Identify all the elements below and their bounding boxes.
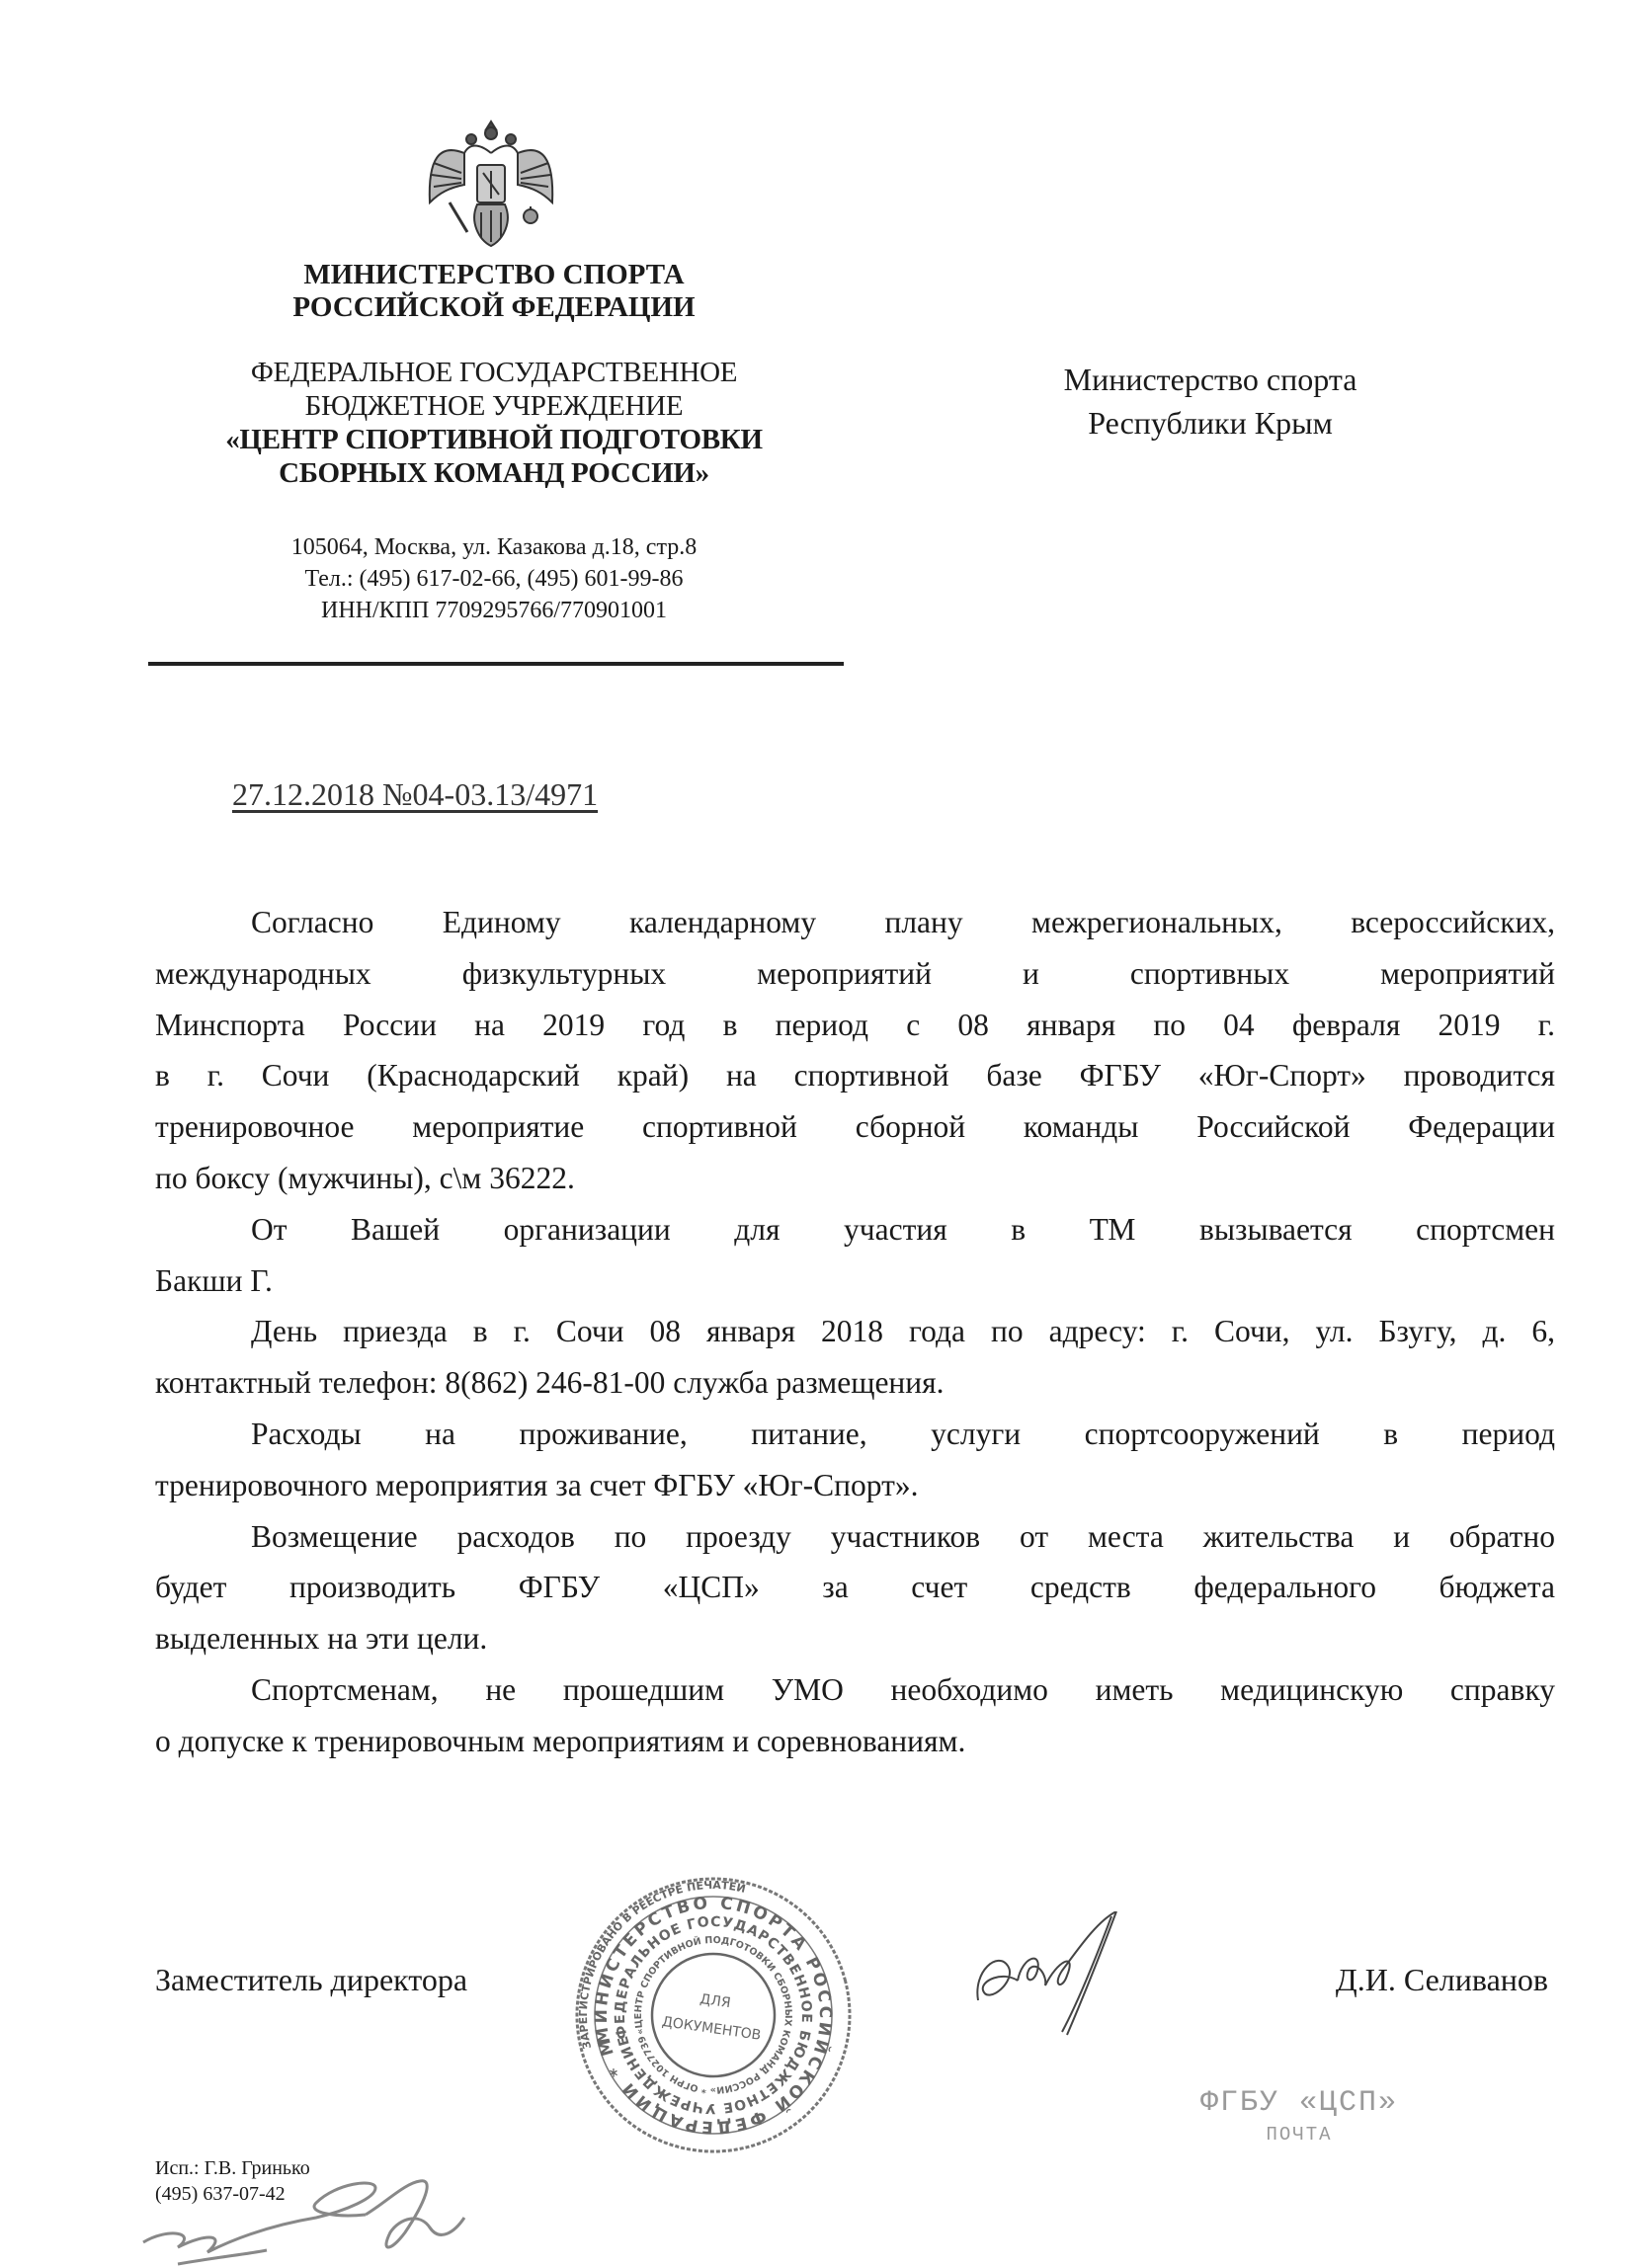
body-line: по боксу (мужчины), с\м 36222. [155,1160,575,1195]
body-line: Бакши Г. [155,1262,273,1298]
handwritten-initials [138,2173,534,2268]
body-paragraph [155,1409,1555,1511]
body-line: тренировочное мероприятие спортивной сборной команды Российской Федерации [155,1109,1555,1145]
executor-name: Исп.: Г.В. Гринько [155,2157,310,2179]
institution-inn-kpp: ИНН/КПП 7709295766/770901001 [320,598,667,623]
institution-line-4: СБОРНЫХ КОМАНД РОССИИ» [279,457,709,489]
post-stamp-line-2: ПОЧТА [1266,2124,1333,2146]
body-paragraph [155,897,1555,1204]
body-line: тренировочного мероприятия за счет ФГБУ «Юг-Спорт». [155,1467,919,1502]
director-signature [968,1911,1136,2040]
ministry-line-2: РОССИЙСКОЙ ФЕДЕРАЦИИ [292,291,696,323]
institution-contacts [148,531,840,626]
body-line: Согласно Единому календарному плану межрегиональных, всероссийских, [251,905,1555,939]
signatory-title: Заместитель директора [155,1962,468,1997]
institution-line-2: БЮДЖЕТНОЕ УЧРЕЖДЕНИЕ [304,390,684,422]
signatory-name: Д.И. Селиванов [1335,1962,1548,1997]
body-line: в г. Сочи (Краснодарский край) на спортивной базе ФГБУ «Юг-Спорт» проводится [155,1058,1555,1094]
post-stamp-line-1: ФГБУ «ЦСП» [1199,2086,1399,2120]
ministry-line-1: МИНИСТЕРСТВО СПОРТА [303,259,685,290]
official-round-stamp [575,1877,852,2153]
body-line: о допуске к тренировочным мероприятиям и соревнованиям. [155,1723,966,1758]
addressee-line-1: Министерство спорта [1063,362,1357,397]
body-line: контактный телефон: 8(862) 246-81-00 служба размещения. [155,1365,945,1401]
institution-line-1: ФЕДЕРАЛЬНОЕ ГОСУДАРСТВЕННОЕ [250,357,738,388]
body-line: международных физкультурных мероприятий и спортивных мероприятий [155,955,1555,991]
body-line: Спортсменам, не прошедшим УМО необходимо иметь медицинскую справку [251,1671,1555,1707]
stamp-ring-2-text: ФЕДЕРАЛЬНОЕ ГОСУДАРСТВЕННОЕ БЮДЖЕТНОЕ УЧРЕЖДЕНИЕ [612,1913,815,2117]
body-line: будет производить ФГБУ «ЦСП» за счет средств федерального бюджета [155,1570,1555,1605]
institution-phones: Тел.: (495) 617-02-66, (495) 601-99-86 [304,566,684,592]
ministry-name [148,259,840,324]
body-line: Минспорта России на 2019 год в период с 08 января по 04 февраля 2019 г. [155,1007,1555,1042]
outgoing-number: 27.12.2018 №04-03.13/4971 [232,776,599,812]
body-paragraph [155,1204,1555,1307]
body-line: От Вашей организации для участия в ТМ вызывается спортсмен [251,1211,1555,1247]
institution-line-3: «ЦЕНТР СПОРТИВНОЙ ПОДГОТОВКИ [225,424,763,455]
body-line: День приезда в г. Сочи 08 января 2018 года по адресу: г. Сочи, ул. Бзугу, д. 6, [251,1314,1555,1349]
institution-name [148,356,840,490]
letter-body [155,897,1555,1767]
letterhead-divider [148,662,844,666]
stamp-outer-ring-text: ЗАРЕГИСТРИРОВАНО В РЕЕСТРЕ ПЕЧАТЕЙ [576,1878,747,2051]
addressee-line-2: Республики Крым [1088,405,1333,441]
institution-address: 105064, Москва, ул. Казакова д.18, стр.8 [290,534,698,560]
body-paragraph [155,1511,1555,1664]
stamp-center-line-2: ДОКУМЕНТОВ [660,2013,763,2044]
stamp-center-line-1: ДЛЯ [699,1991,732,2012]
body-line: Расходы на проживание, питание, услуги спортсооружений в период [251,1416,1555,1451]
addressee [988,358,1433,445]
post-stamp [1195,2086,1403,2146]
executor-phone: (495) 637-07-42 [155,2183,286,2205]
svg-text:ФЕДЕРАЛЬНОЕ ГОСУДАРСТВЕННОЕ БЮ [590,1892,837,2139]
coat-of-arms-emblem [420,114,563,252]
body-paragraph [155,1306,1555,1409]
body-paragraph [155,1664,1555,1767]
body-line: Возмещение расходов по проезду участников от места жительства и обратно [251,1518,1555,1554]
stamp-ring-3-text: «ЦЕНТР СПОРТИВНОЙ ПОДГОТОВКИ СБОРНЫХ КОМАНД РОССИИ» * ОГРН 1027739520357 [632,1934,794,2096]
body-line: выделенных на эти цели. [155,1621,488,1657]
stamp-ring-1-text: МИНИСТЕРСТВО СПОРТА РОССИЙСКОЙ ФЕДЕРАЦИИ * МОСКВА [591,1893,836,2138]
